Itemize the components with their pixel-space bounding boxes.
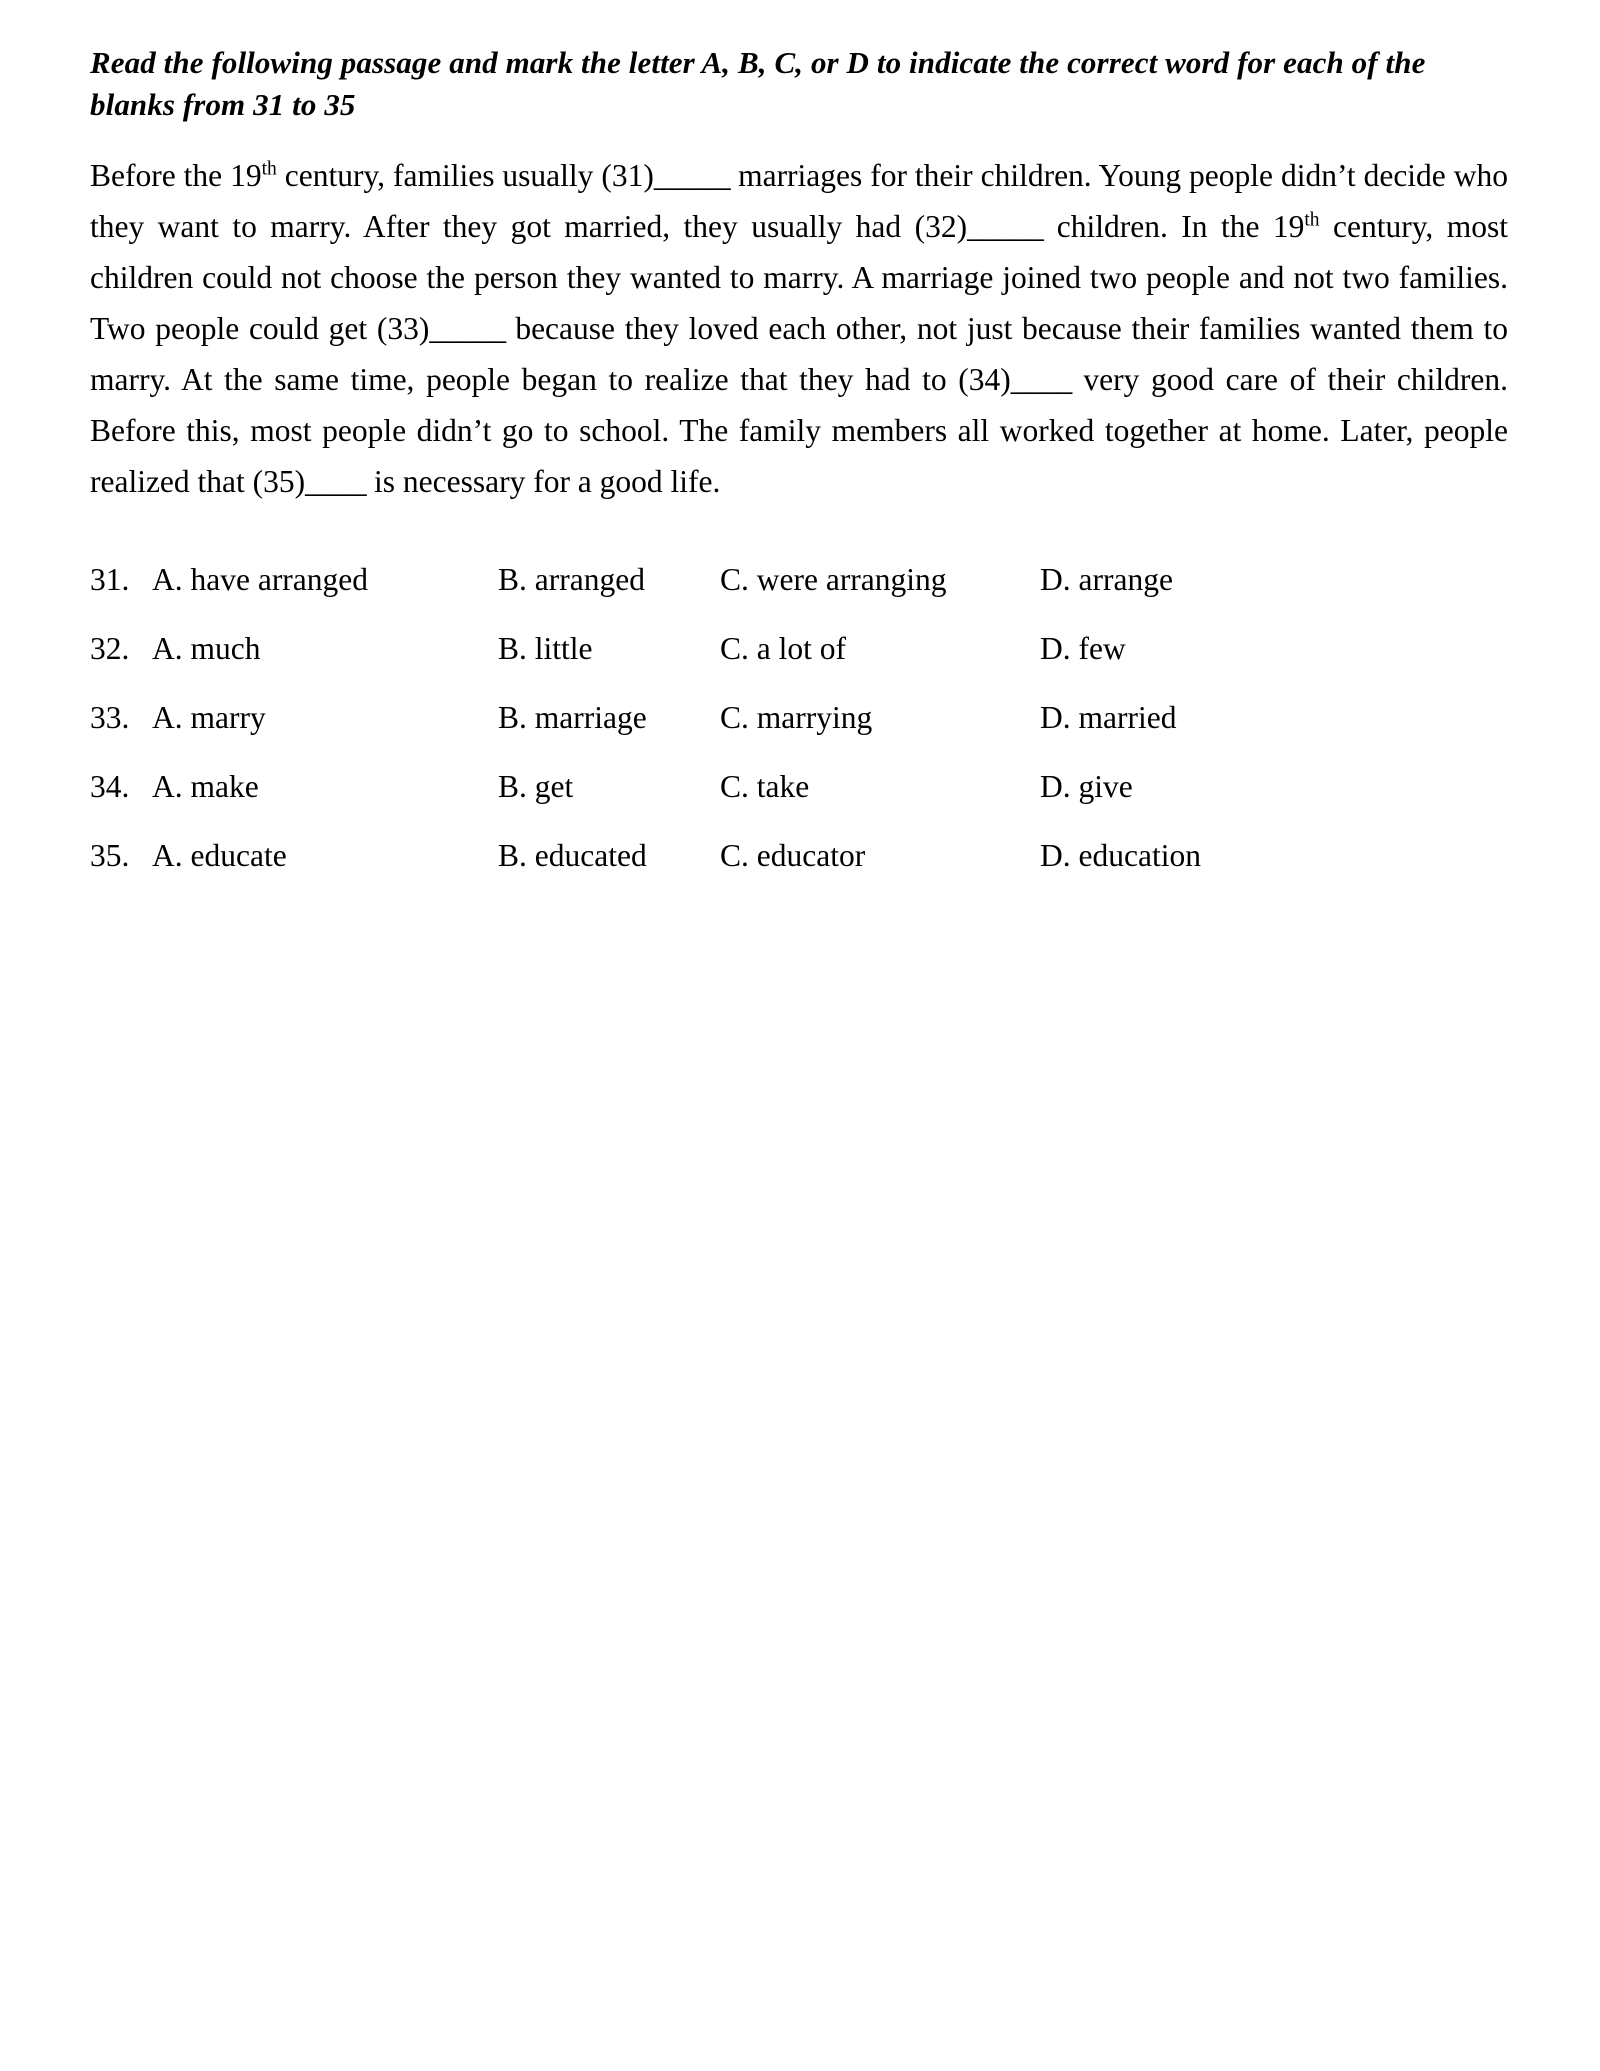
- document-content: [90, 42, 1508, 890]
- question-number: 32.: [90, 631, 130, 667]
- passage-segment: marriages for their children. Young people didn’t decide who they want to marry. After they got married, they usually had (32): [90, 158, 1508, 245]
- option-letter: D.: [1040, 631, 1079, 667]
- answer-option-b[interactable]: [498, 752, 573, 821]
- answer-option-d[interactable]: [1040, 545, 1173, 614]
- answer-option-d[interactable]: [1040, 683, 1176, 752]
- answer-blank: ____: [1010, 362, 1072, 398]
- answer-blank: ____: [305, 464, 367, 500]
- option-letter: B.: [498, 838, 535, 874]
- answer-option-a[interactable]: [152, 614, 260, 683]
- option-text: arrange: [1078, 562, 1173, 598]
- question-number: 33.: [90, 700, 130, 736]
- option-text: educator: [756, 838, 866, 874]
- answer-option-b[interactable]: [498, 614, 593, 683]
- passage-text: [90, 150, 1508, 507]
- answer-blank: _____: [429, 311, 506, 347]
- answer-option-a[interactable]: [152, 821, 287, 890]
- answer-option-c[interactable]: [720, 545, 947, 614]
- option-letter: C.: [720, 838, 757, 874]
- answer-option-c[interactable]: [720, 821, 865, 890]
- option-letter: C.: [720, 631, 757, 667]
- answer-option-b[interactable]: [498, 545, 645, 614]
- answer-option-d[interactable]: [1040, 614, 1126, 683]
- option-text: educate: [190, 838, 287, 874]
- passage-segment: children. In the 19: [1043, 209, 1305, 245]
- passage-segment: very good care of their children. Before this, most people didn’t go to school. The family members all worked together at home. Later, people realized that (35): [90, 362, 1509, 500]
- question-list: [90, 545, 1508, 890]
- option-letter: A.: [152, 769, 191, 805]
- option-letter: C.: [720, 700, 757, 736]
- option-text: marrying: [756, 700, 873, 736]
- option-letter: B.: [498, 769, 535, 805]
- answer-option-c[interactable]: [720, 752, 809, 821]
- answer-blank: _____: [967, 209, 1044, 245]
- answer-option-d[interactable]: [1040, 752, 1133, 821]
- option-letter: D.: [1040, 562, 1079, 598]
- option-text: get: [534, 769, 574, 805]
- question-row: [90, 752, 1508, 821]
- option-text: take: [756, 769, 810, 805]
- option-text: were arranging: [756, 562, 947, 598]
- option-letter: D.: [1040, 769, 1079, 805]
- passage-segment: Before the 19: [90, 158, 262, 194]
- passage-segment: because they loved each other, not just because their families wanted them to marry. At the same time, people began to realize that they had to (34): [90, 311, 1508, 398]
- option-letter: D.: [1040, 700, 1079, 736]
- answer-option-a[interactable]: [152, 545, 368, 614]
- question-number: 34.: [90, 769, 130, 805]
- answer-option-a[interactable]: [152, 752, 259, 821]
- option-letter: B.: [498, 562, 535, 598]
- ordinal-suffix: th: [1304, 209, 1320, 231]
- passage-segment: century, families usually (31): [276, 158, 654, 194]
- answer-option-d[interactable]: [1040, 821, 1201, 890]
- option-text: educated: [534, 838, 647, 874]
- option-text: make: [190, 769, 259, 805]
- option-letter: A.: [152, 838, 191, 874]
- option-text: give: [1078, 769, 1133, 805]
- option-text: much: [190, 631, 261, 667]
- question-row: [90, 683, 1508, 752]
- option-text: a lot of: [756, 631, 846, 667]
- option-letter: D.: [1040, 838, 1079, 874]
- option-letter: A.: [152, 562, 191, 598]
- answer-blank: _____: [653, 158, 731, 194]
- option-letter: C.: [720, 562, 757, 598]
- question-number: 31.: [90, 562, 130, 598]
- option-text: married: [1078, 700, 1177, 736]
- option-text: little: [534, 631, 593, 667]
- question-number: 35.: [90, 838, 130, 874]
- option-text: few: [1078, 631, 1126, 667]
- option-letter: B.: [498, 700, 535, 736]
- option-letter: C.: [720, 769, 757, 805]
- option-letter: B.: [498, 631, 535, 667]
- option-text: arranged: [534, 562, 645, 598]
- option-text: education: [1078, 838, 1201, 874]
- option-letter: A.: [152, 700, 191, 736]
- answer-option-b[interactable]: [498, 683, 647, 752]
- instruction-heading: Read the following passage and mark the letter A, B, C, or D to indicate the correct word for each of the blanks from 31 to 35: [90, 45, 1426, 123]
- question-row: [90, 545, 1508, 614]
- question-row: [90, 614, 1508, 683]
- option-text: marry: [190, 700, 266, 736]
- ordinal-suffix: th: [261, 158, 277, 180]
- question-row: [90, 821, 1508, 890]
- option-letter: A.: [152, 631, 191, 667]
- option-text: have arranged: [190, 562, 369, 598]
- option-text: marriage: [534, 700, 647, 736]
- answer-option-a[interactable]: [152, 683, 266, 752]
- answer-option-c[interactable]: [720, 683, 872, 752]
- answer-option-c[interactable]: [720, 614, 846, 683]
- passage-segment: century, most children could not choose the person they wanted to marry. A marriage joined two people and not two families. Two people could get (33): [90, 209, 1508, 347]
- answer-option-b[interactable]: [498, 821, 647, 890]
- passage-segment: is necessary for a good life.: [366, 464, 721, 500]
